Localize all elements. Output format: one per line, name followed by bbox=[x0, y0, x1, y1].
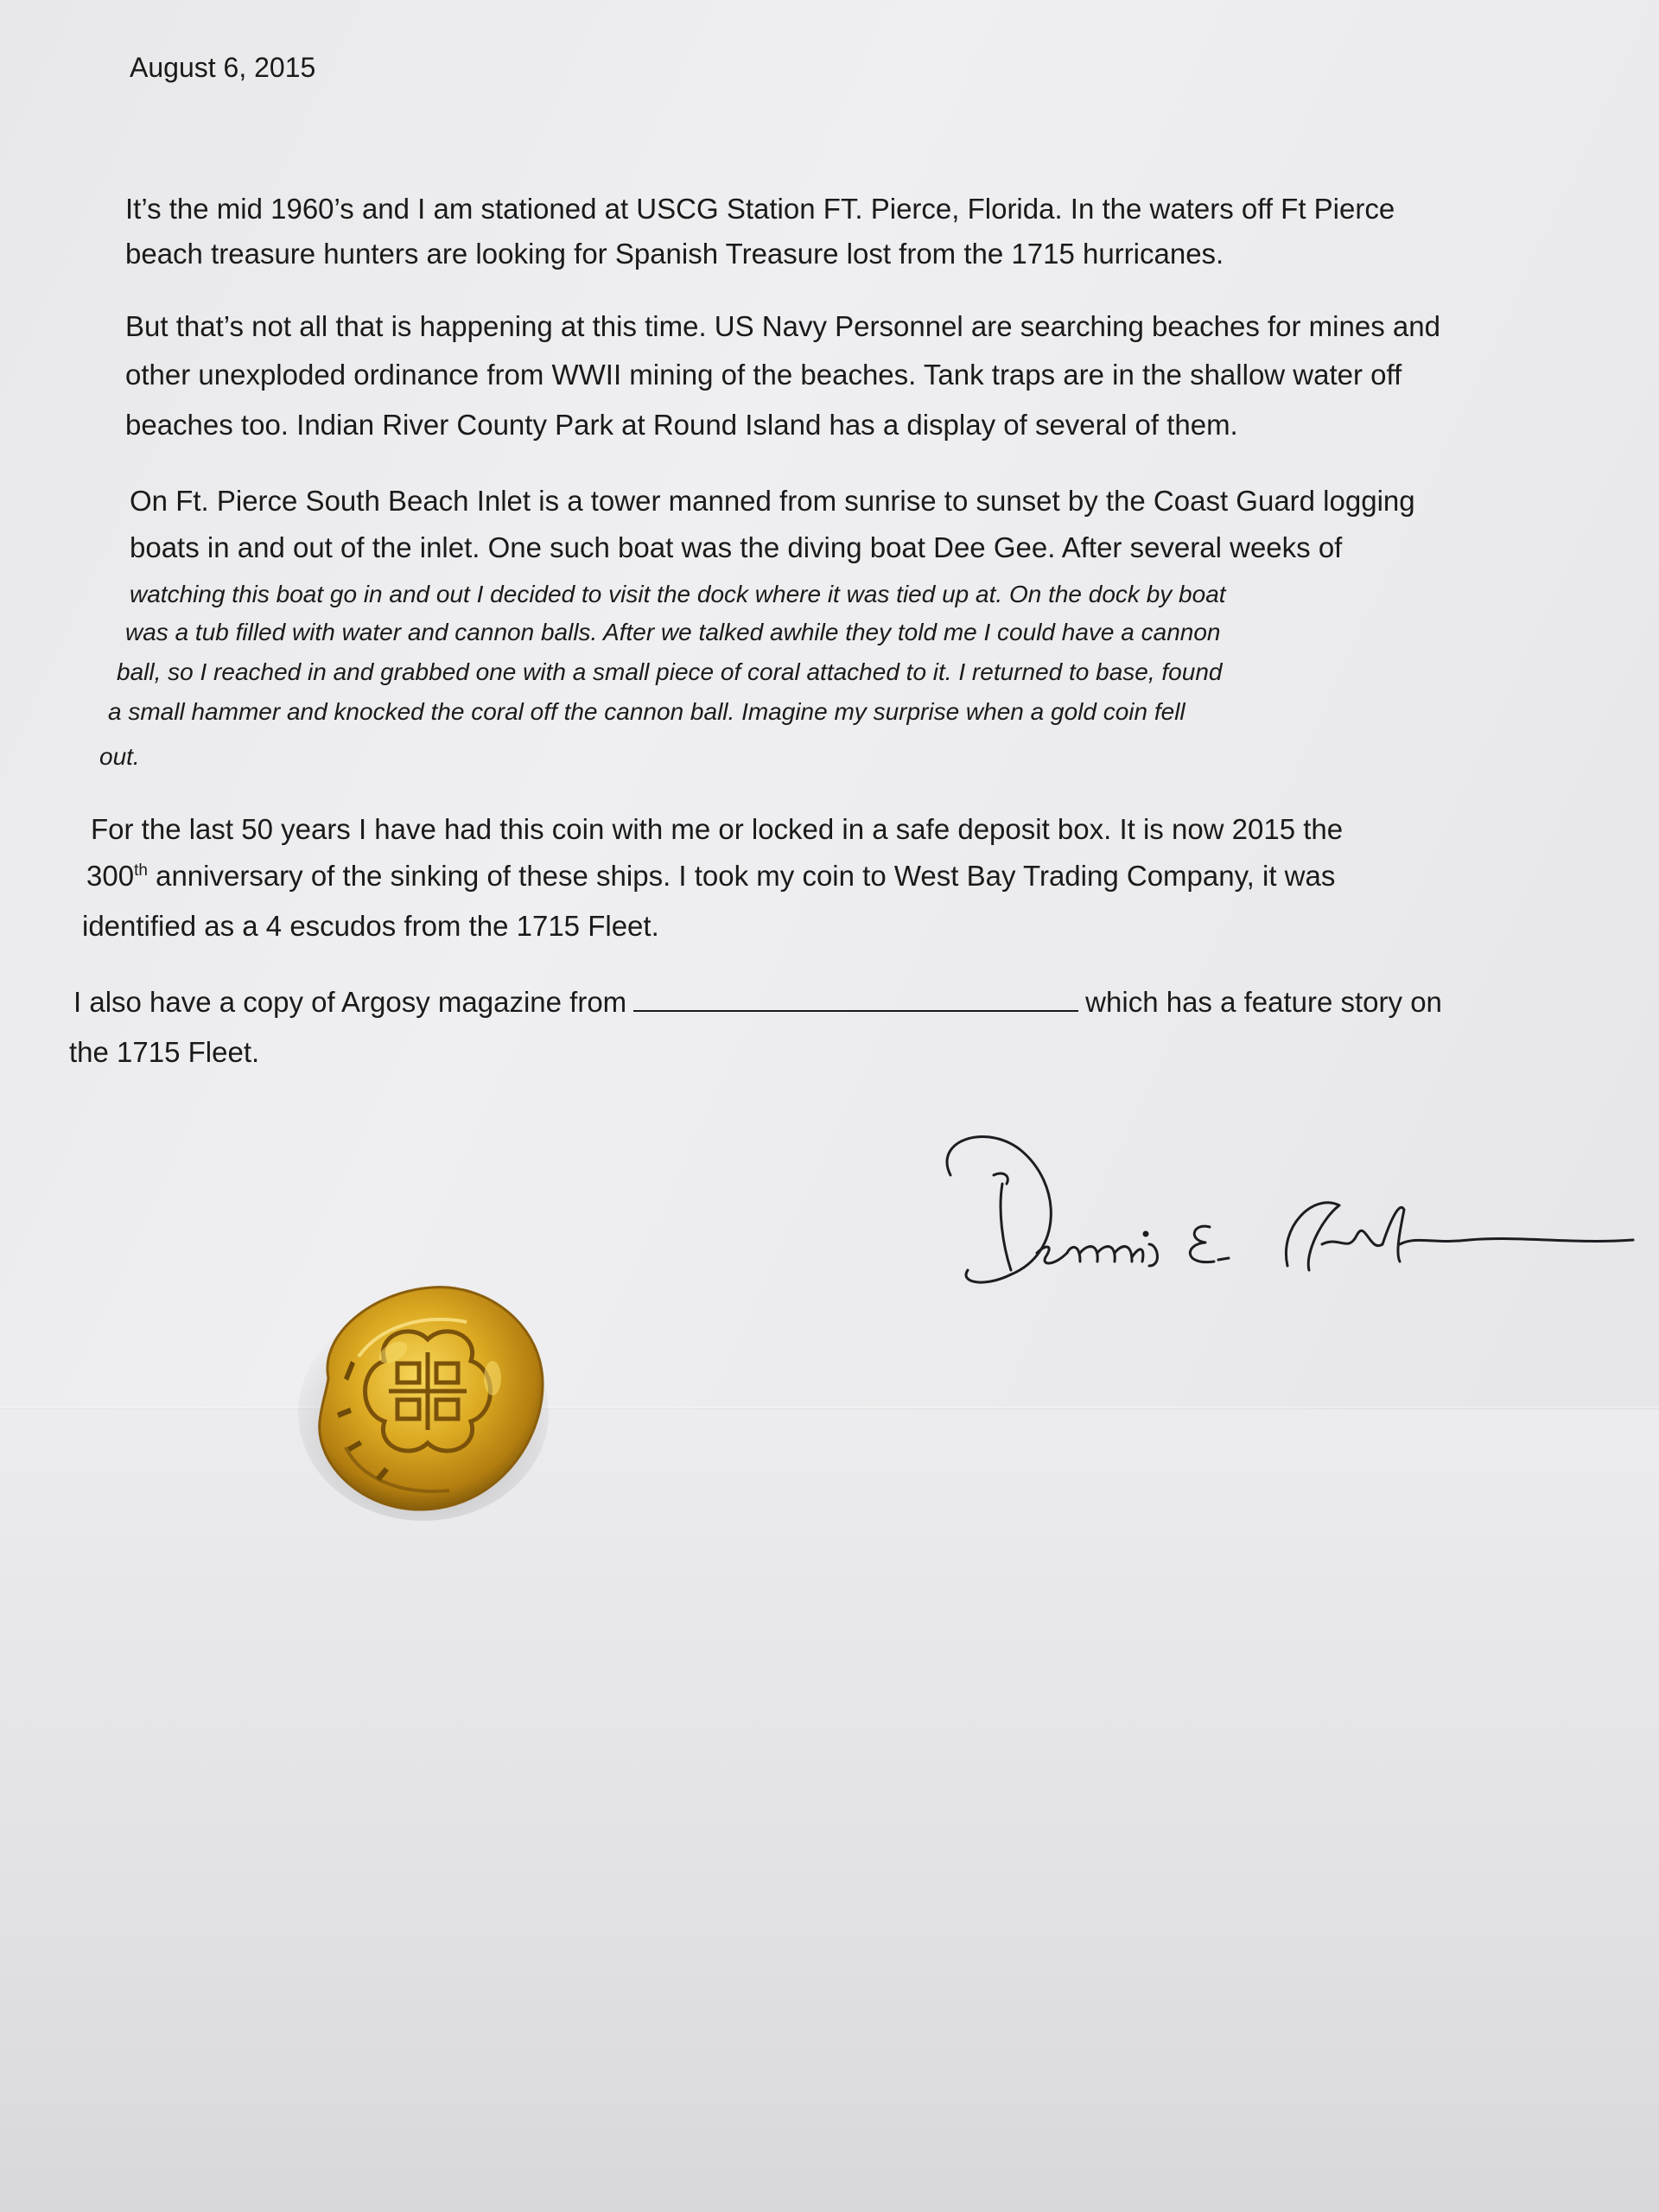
paragraph-3-line: watching this boat go in and out I decided to visit the dock where it was tied up at. On the dock by boat bbox=[130, 581, 1226, 607]
paragraph-3-line: boats in and out of the inlet. One such boat was the diving boat Dee Gee. After several weeks of bbox=[130, 531, 1343, 563]
paragraph-3-line: a small hammer and knocked the coral off the cannon ball. Imagine my surprise when a gold coin fell bbox=[108, 698, 1185, 725]
paragraph-2-line: other unexploded ordinance from WWII mining of the beaches. Tank traps are in the shallow water off bbox=[125, 359, 1402, 391]
paragraph-3-line: ball, so I reached in and grabbed one with a small piece of coral attached to it. I returned to base, found bbox=[117, 658, 1223, 685]
paragraph-1-line: beach treasure hunters are looking for Spanish Treasure lost from the 1715 hurricanes. bbox=[125, 238, 1224, 270]
gold-coin bbox=[294, 1274, 553, 1525]
paper-fold bbox=[0, 1407, 1659, 1409]
paragraph-4-line bbox=[86, 852, 1335, 900]
paragraph-4-line-rest: anniversary of the sinking of these ships. I took my coin to West Bay Trading Company, it was bbox=[147, 860, 1336, 892]
paragraph-5-before-blank: I also have a copy of Argosy magazine from bbox=[73, 986, 627, 1018]
anniversary-number: 300 bbox=[86, 860, 135, 892]
letter-date: August 6, 2015 bbox=[130, 52, 316, 83]
paragraph-5-line bbox=[73, 978, 1442, 1027]
paragraph-3-line: On Ft. Pierce South Beach Inlet is a tower manned from sunrise to sunset by the Coast Guard logging bbox=[130, 485, 1415, 517]
paragraph-1-line: It’s the mid 1960’s and I am stationed at USCG Station FT. Pierce, Florida. In the waters off Ft Pierce bbox=[125, 193, 1395, 225]
ordinal-suffix: th bbox=[134, 861, 148, 880]
paper-lower-half bbox=[0, 1409, 1659, 2212]
paragraph-4-line: For the last 50 years I have had this coin with me or locked in a safe deposit box. It is now 2015 the bbox=[91, 813, 1344, 845]
paragraph-5-after-blank: which has a feature story on bbox=[1085, 986, 1442, 1018]
paragraph-2-line: But that’s not all that is happening at this time. US Navy Personnel are searching beaches for mines and bbox=[125, 310, 1440, 342]
paragraph-3-line: out. bbox=[99, 743, 140, 770]
paragraph-3-line: was a tub filled with water and cannon balls. After we talked awhile they told me I could have a cannon bbox=[125, 619, 1221, 645]
handwritten-signature bbox=[916, 1123, 1642, 1296]
fill-in-blank bbox=[633, 982, 1078, 1012]
paragraph-2-line: beaches too. Indian River County Park at Round Island has a display of several of them. bbox=[125, 409, 1238, 441]
paragraph-5-line: the 1715 Fleet. bbox=[69, 1036, 260, 1068]
paragraph-4-line: identified as a 4 escudos from the 1715 Fleet. bbox=[82, 910, 659, 942]
